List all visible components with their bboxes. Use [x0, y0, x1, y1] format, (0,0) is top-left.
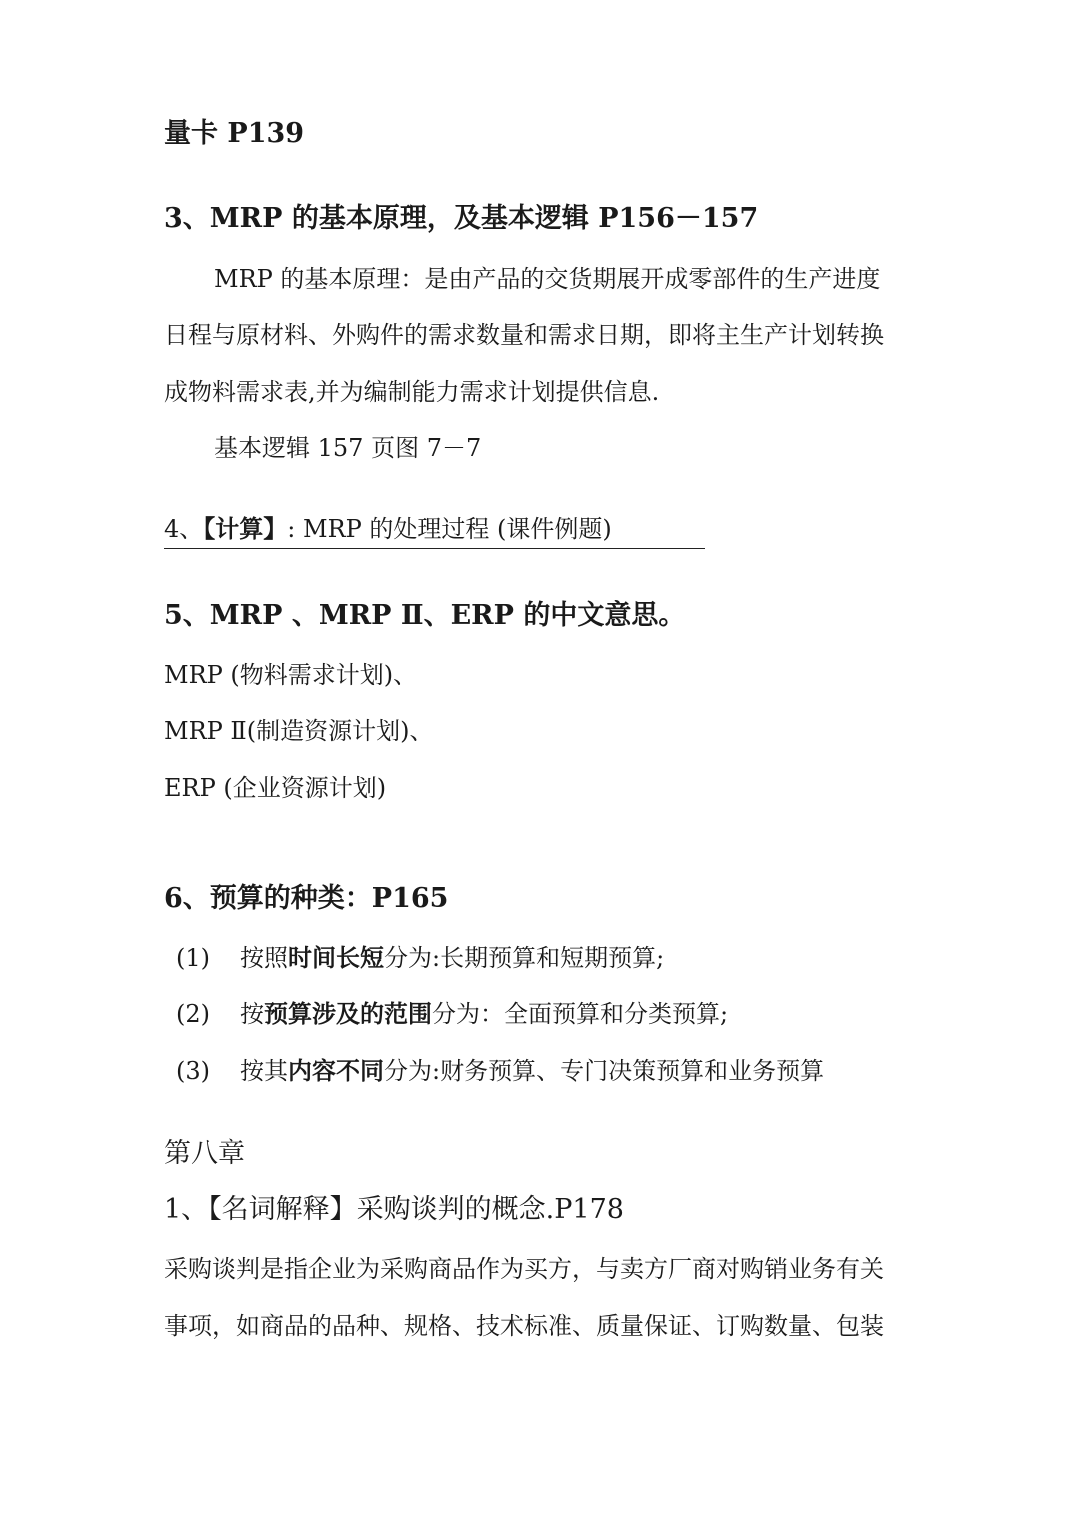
paragraph-line: 基本逻辑 157 页图 7－7: [214, 434, 482, 462]
list-bold: 内容不同: [288, 1056, 384, 1085]
heading-4: [164, 515, 705, 549]
list-text: 按: [240, 1000, 264, 1028]
list-bold: 时间长短: [288, 943, 384, 972]
list-bold: 预算涉及的范围: [264, 999, 432, 1028]
list-number: (2): [176, 1000, 210, 1028]
continued-text: 量卡 P139: [164, 118, 305, 149]
list-text: 按照: [240, 944, 288, 972]
heading-6: 6、预算的种类：P165: [164, 883, 449, 914]
heading-8-1: 1、【名词解释】采购谈判的概念.P178: [164, 1194, 624, 1225]
heading-4-prefix: 4、: [164, 515, 204, 543]
list-text: 分为:长期预算和短期预算;: [384, 944, 665, 972]
list-item: [176, 944, 664, 973]
list-number: (3): [176, 1057, 210, 1085]
chapter-title: 第八章: [164, 1138, 245, 1169]
definition-line: MRP (物料需求计划)、: [164, 661, 418, 689]
list-item: [176, 1000, 728, 1029]
heading-4-rest: : MRP 的处理过程 (课件例题): [287, 515, 612, 543]
paragraph-line: MRP 的基本原理：是由产品的交货期展开成零部件的生产进度: [214, 265, 881, 293]
list-item: [176, 1057, 824, 1086]
paragraph-line: 日程与原材料、外购件的需求数量和需求日期，即将主生产计划转换: [164, 321, 884, 349]
list-text: 按其: [240, 1057, 288, 1085]
list-text: 分为:财务预算、专门决策预算和业务预算: [384, 1057, 825, 1085]
paragraph-line: 采购谈判是指企业为采购商品作为买方，与卖方厂商对购销业务有关: [164, 1255, 884, 1283]
list-text: 分为：全面预算和分类预算;: [432, 1000, 729, 1028]
paragraph-line: 事项，如商品的品种、规格、技术标准、质量保证、订购数量、包装: [164, 1312, 884, 1340]
heading-3: 3、MRP 的基本原理，及基本逻辑 P156－157: [164, 203, 759, 234]
heading-5: 5、MRP 、MRP Ⅱ、ERP 的中文意思。: [164, 600, 686, 631]
heading-4-bold: 【计算】: [203, 514, 288, 543]
paragraph-line: 成物料需求表,并为编制能力需求计划提供信息.: [164, 378, 660, 406]
definition-line: MRP Ⅱ(制造资源计划)、: [164, 717, 434, 745]
list-number: (1): [176, 944, 210, 972]
definition-line: ERP (企业资源计划): [164, 774, 387, 802]
